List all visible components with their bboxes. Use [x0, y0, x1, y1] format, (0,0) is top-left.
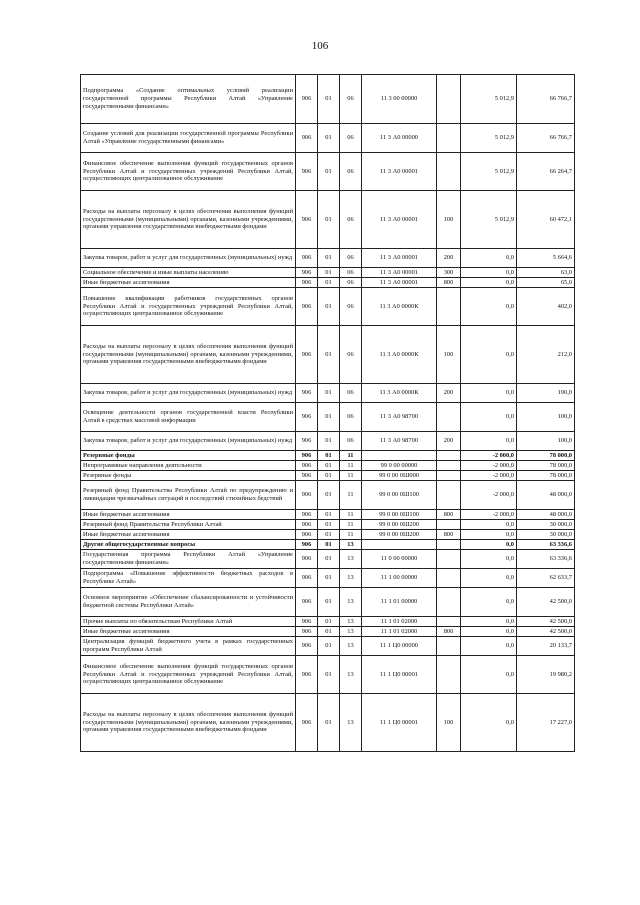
row-total-amount: 100,0 — [517, 432, 575, 451]
row-subsection-code: 11 — [340, 510, 362, 520]
row-expense-type — [437, 75, 461, 124]
row-total-amount: 42 500,0 — [517, 617, 575, 627]
row-total-amount: 42 500,0 — [517, 588, 575, 617]
table-row — [81, 124, 575, 153]
row-change-amount: 0,0 — [461, 694, 517, 752]
row-subsection-code: 06 — [340, 249, 362, 268]
row-target-article: 11 3 А0 0000К — [362, 326, 437, 384]
row-description: Социальное обеспечение и иные выплаты населению — [81, 268, 296, 278]
row-total-amount: 66 264,7 — [517, 153, 575, 191]
row-description: Резервный фонд Правительства Республики Алтай по предупреждению и ликвидации чрезвычайных ситуаций и последствий стихийных бедствий — [81, 481, 296, 510]
row-total-amount: 62 633,7 — [517, 569, 575, 588]
row-target-article: 99 0 00 0Ш100 — [362, 510, 437, 520]
row-description: Закупка товаров, работ и услуг для государственных (муниципальных) нужд — [81, 249, 296, 268]
row-target-article: 99 0 00 0Ш100 — [362, 481, 437, 510]
row-ministry-code: 906 — [296, 268, 318, 278]
row-ministry-code: 906 — [296, 471, 318, 481]
row-description: Подпрограмма «Повышение эффективности бюджетных расходов в Республике Алтай» — [81, 569, 296, 588]
row-section-code: 01 — [318, 588, 340, 617]
row-expense-type: 100 — [437, 191, 461, 249]
row-target-article: 11 3 А0 00001 — [362, 278, 437, 288]
table-row — [81, 627, 575, 637]
table-row — [81, 694, 575, 752]
row-description: Основное мероприятие «Обеспечение сбалансированности и устойчивости бюджетной системы Республики Алтай» — [81, 588, 296, 617]
row-subsection-code: 06 — [340, 278, 362, 288]
row-section-code: 01 — [318, 540, 340, 550]
row-expense-type: 200 — [437, 249, 461, 268]
row-subsection-code: 06 — [340, 191, 362, 249]
row-change-amount: -2 000,0 — [461, 481, 517, 510]
row-change-amount: 0,0 — [461, 550, 517, 569]
row-total-amount: 42 500,0 — [517, 627, 575, 637]
row-change-amount: 0,0 — [461, 627, 517, 637]
row-expense-type: 800 — [437, 278, 461, 288]
row-section-code: 01 — [318, 278, 340, 288]
table-row — [81, 326, 575, 384]
row-total-amount: 78 000,0 — [517, 451, 575, 461]
row-section-code: 01 — [318, 530, 340, 540]
row-ministry-code: 906 — [296, 384, 318, 403]
row-target-article: 11 3 А0 0000К — [362, 384, 437, 403]
row-target-article: 11 1 01 02000 — [362, 627, 437, 637]
row-expense-type: 200 — [437, 384, 461, 403]
row-ministry-code: 906 — [296, 75, 318, 124]
row-change-amount: 0,0 — [461, 249, 517, 268]
table-row — [81, 656, 575, 694]
row-description: Расходы на выплаты персоналу в целях обеспечения выполнения функций государственными (муниципальными) органами, казенными учреждениями, органами управления государственными внебюджетными фондами — [81, 326, 296, 384]
row-description: Финансовое обеспечение выполнения функций государственных органов Республики Алтай и государственных учреждений Республики Алтай, осуществляющих централизованное обслуживание — [81, 153, 296, 191]
row-ministry-code: 906 — [296, 694, 318, 752]
row-total-amount: 190,0 — [517, 384, 575, 403]
row-section-code: 01 — [318, 471, 340, 481]
row-expense-type — [437, 569, 461, 588]
row-section-code: 01 — [318, 481, 340, 510]
row-target-article: 11 3 А0 98700 — [362, 403, 437, 432]
row-target-article: 11 3 00 00000 — [362, 75, 437, 124]
row-expense-type — [437, 617, 461, 627]
row-section-code: 01 — [318, 403, 340, 432]
table-row — [81, 510, 575, 520]
row-total-amount: 100,0 — [517, 403, 575, 432]
row-total-amount: 20 133,7 — [517, 637, 575, 656]
page-number: 106 — [311, 40, 329, 52]
row-target-article: 11 1 00 00000 — [362, 569, 437, 588]
row-ministry-code: 906 — [296, 530, 318, 540]
table-row — [81, 384, 575, 403]
row-expense-type — [437, 520, 461, 530]
row-expense-type — [437, 656, 461, 694]
row-change-amount: 5 012,9 — [461, 191, 517, 249]
row-change-amount: 0,0 — [461, 588, 517, 617]
row-change-amount: 0,0 — [461, 540, 517, 550]
row-description: Иные бюджетные ассигнования — [81, 510, 296, 520]
row-expense-type — [437, 588, 461, 617]
row-target-article: 99 0 00 0Ш000 — [362, 471, 437, 481]
table-row — [81, 520, 575, 530]
row-subsection-code: 06 — [340, 326, 362, 384]
row-target-article: 11 1 Ц0 00001 — [362, 694, 437, 752]
row-change-amount: -2 000,0 — [461, 451, 517, 461]
row-expense-type — [437, 451, 461, 461]
row-change-amount: -2 000,0 — [461, 510, 517, 520]
row-total-amount: 402,0 — [517, 288, 575, 326]
row-total-amount: 78 000,0 — [517, 461, 575, 471]
row-target-article: 11 1 Ц0 00001 — [362, 656, 437, 694]
row-change-amount: 0,0 — [461, 384, 517, 403]
row-expense-type — [437, 637, 461, 656]
table-row — [81, 278, 575, 288]
row-section-code: 01 — [318, 384, 340, 403]
row-section-code: 01 — [318, 627, 340, 637]
row-ministry-code: 906 — [296, 278, 318, 288]
row-change-amount: 0,0 — [461, 288, 517, 326]
row-description: Финансовое обеспечение выполнения функций государственных органов Республики Алтай и государственных учреждений Республики Алтай, осуществляющих централизованное обслуживание — [81, 656, 296, 694]
row-description: Подпрограмма «Создание оптимальных условий реализации государственной программы Республики Алтай «Управление государственными финансами» — [81, 75, 296, 124]
row-ministry-code: 906 — [296, 617, 318, 627]
row-section-code: 01 — [318, 268, 340, 278]
row-change-amount: 0,0 — [461, 432, 517, 451]
row-ministry-code: 906 — [296, 191, 318, 249]
row-section-code: 01 — [318, 191, 340, 249]
row-change-amount: 0,0 — [461, 569, 517, 588]
row-ministry-code: 906 — [296, 432, 318, 451]
row-target-article: 11 3 А0 00000 — [362, 124, 437, 153]
row-target-article: 11 1 01 00000 — [362, 588, 437, 617]
row-target-article: 11 3 А0 00001 — [362, 249, 437, 268]
row-subsection-code: 06 — [340, 75, 362, 124]
row-ministry-code: 906 — [296, 627, 318, 637]
row-subsection-code: 11 — [340, 471, 362, 481]
row-total-amount: 5 664,6 — [517, 249, 575, 268]
table-row — [81, 550, 575, 569]
row-total-amount: 212,0 — [517, 326, 575, 384]
row-total-amount: 63 336,6 — [517, 540, 575, 550]
row-expense-type — [437, 540, 461, 550]
row-change-amount: -2 000,0 — [461, 461, 517, 471]
table-row — [81, 403, 575, 432]
row-expense-type — [437, 481, 461, 510]
row-subsection-code: 13 — [340, 588, 362, 617]
row-section-code: 01 — [318, 288, 340, 326]
row-total-amount: 60 472,1 — [517, 191, 575, 249]
table-row — [81, 540, 575, 550]
row-section-code: 01 — [318, 432, 340, 451]
row-expense-type — [437, 403, 461, 432]
row-ministry-code: 906 — [296, 510, 318, 520]
row-total-amount: 65,0 — [517, 278, 575, 288]
row-expense-type — [437, 153, 461, 191]
row-ministry-code: 906 — [296, 451, 318, 461]
row-target-article: 11 3 А0 00001 — [362, 153, 437, 191]
row-target-article: 11 3 А0 00001 — [362, 268, 437, 278]
row-description: Расходы на выплаты персоналу в целях обеспечения выполнения функций государственными (муниципальными) органами, казенными учреждениями, органами управления государственными внебюджетными фондами — [81, 694, 296, 752]
row-change-amount: 0,0 — [461, 637, 517, 656]
row-ministry-code: 906 — [296, 550, 318, 569]
row-description: Создание условий для реализации государственной программы Республики Алтай «Управление государственными финансами» — [81, 124, 296, 153]
row-ministry-code: 906 — [296, 461, 318, 471]
row-section-code: 01 — [318, 75, 340, 124]
row-description: Непрограммные направления деятельности — [81, 461, 296, 471]
row-expense-type: 800 — [437, 627, 461, 637]
row-subsection-code: 11 — [340, 461, 362, 471]
row-target-article — [362, 451, 437, 461]
row-ministry-code: 906 — [296, 520, 318, 530]
row-section-code: 01 — [318, 451, 340, 461]
row-description: Резервные фонды — [81, 471, 296, 481]
row-section-code: 01 — [318, 153, 340, 191]
budget-table — [80, 74, 575, 752]
row-section-code: 01 — [318, 637, 340, 656]
table-row — [81, 617, 575, 627]
row-total-amount: 78 000,0 — [517, 471, 575, 481]
row-ministry-code: 906 — [296, 481, 318, 510]
row-subsection-code: 13 — [340, 694, 362, 752]
row-change-amount: 0,0 — [461, 656, 517, 694]
row-subsection-code: 11 — [340, 530, 362, 540]
row-ministry-code: 906 — [296, 403, 318, 432]
row-target-article: 11 1 01 02000 — [362, 617, 437, 627]
row-subsection-code: 13 — [340, 637, 362, 656]
row-description: Расходы на выплаты персоналу в целях обеспечения выполнения функций государственными (муниципальными) органами, казенными учреждениями, органами управления государственными внебюджетными фондами — [81, 191, 296, 249]
row-section-code: 01 — [318, 520, 340, 530]
row-description: Централизация функций бюджетного учета в рамках государственных программ Республики Алтай — [81, 637, 296, 656]
row-change-amount: 5 012,9 — [461, 124, 517, 153]
table-row — [81, 249, 575, 268]
row-description: Повышение квалификации работников государственных органов Республики Алтай и государственных учреждений Республики Алтай, осуществляющих централизованное обслуживание — [81, 288, 296, 326]
row-section-code: 01 — [318, 124, 340, 153]
row-description: Иные бюджетные ассигнования — [81, 627, 296, 637]
table-row — [81, 75, 575, 124]
row-change-amount: 0,0 — [461, 403, 517, 432]
row-section-code: 01 — [318, 461, 340, 471]
row-total-amount: 66 766,7 — [517, 75, 575, 124]
row-change-amount: 0,0 — [461, 326, 517, 384]
row-change-amount: -2 000,0 — [461, 471, 517, 481]
table-row — [81, 432, 575, 451]
row-ministry-code: 906 — [296, 656, 318, 694]
row-subsection-code: 11 — [340, 520, 362, 530]
row-subsection-code: 06 — [340, 124, 362, 153]
row-description: Резервный фонд Правительства Республики Алтай — [81, 520, 296, 530]
row-ministry-code: 906 — [296, 288, 318, 326]
row-target-article: 11 0 00 00000 — [362, 550, 437, 569]
row-expense-type: 100 — [437, 326, 461, 384]
row-description: Освещение деятельности органов государственной власти Республики Алтай в средствах массовой информации — [81, 403, 296, 432]
row-subsection-code: 06 — [340, 384, 362, 403]
row-subsection-code: 06 — [340, 432, 362, 451]
row-section-code: 01 — [318, 694, 340, 752]
row-ministry-code: 906 — [296, 153, 318, 191]
table-row — [81, 288, 575, 326]
row-ministry-code: 906 — [296, 249, 318, 268]
row-expense-type — [437, 461, 461, 471]
row-subsection-code: 13 — [340, 617, 362, 627]
row-expense-type — [437, 124, 461, 153]
row-section-code: 01 — [318, 656, 340, 694]
row-description: Другие общегосударственные вопросы — [81, 540, 296, 550]
row-total-amount: 48 000,0 — [517, 481, 575, 510]
row-description: Закупка товаров, работ и услуг для государственных (муниципальных) нужд — [81, 384, 296, 403]
row-ministry-code: 906 — [296, 569, 318, 588]
table-row — [81, 588, 575, 617]
row-target-article: 11 3 А0 0000К — [362, 288, 437, 326]
row-description: Закупка товаров, работ и услуг для государственных (муниципальных) нужд — [81, 432, 296, 451]
row-subsection-code: 13 — [340, 656, 362, 694]
row-total-amount: 63 336,6 — [517, 550, 575, 569]
row-description: Резервные фонды — [81, 451, 296, 461]
row-target-article: 11 1 Ц0 00000 — [362, 637, 437, 656]
row-change-amount: 0,0 — [461, 268, 517, 278]
row-subsection-code: 06 — [340, 153, 362, 191]
row-target-article: 99 0 00 0Ш200 — [362, 530, 437, 540]
row-subsection-code: 11 — [340, 481, 362, 510]
table-row — [81, 530, 575, 540]
table-row — [81, 191, 575, 249]
row-expense-type: 800 — [437, 530, 461, 540]
row-ministry-code: 906 — [296, 588, 318, 617]
table-row — [81, 153, 575, 191]
row-ministry-code: 906 — [296, 326, 318, 384]
row-total-amount: 66 766,7 — [517, 124, 575, 153]
row-change-amount: 5 012,9 — [461, 153, 517, 191]
row-expense-type: 200 — [437, 432, 461, 451]
row-total-amount: 48 000,0 — [517, 510, 575, 520]
row-description: Иные бюджетные ассигнования — [81, 278, 296, 288]
row-description: Прочие выплаты по обязательствам Республики Алтай — [81, 617, 296, 627]
row-total-amount: 19 980,2 — [517, 656, 575, 694]
row-subsection-code: 13 — [340, 550, 362, 569]
row-expense-type — [437, 288, 461, 326]
table-row — [81, 637, 575, 656]
row-ministry-code: 906 — [296, 540, 318, 550]
row-ministry-code: 906 — [296, 637, 318, 656]
row-section-code: 01 — [318, 569, 340, 588]
row-target-article: 99 0 00 00000 — [362, 461, 437, 471]
row-expense-type: 100 — [437, 694, 461, 752]
row-target-article — [362, 540, 437, 550]
row-section-code: 01 — [318, 550, 340, 569]
row-subsection-code: 11 — [340, 451, 362, 461]
row-target-article: 11 3 А0 98700 — [362, 432, 437, 451]
row-description: Государственная программа Республики Алтай «Управление государственными финансами» — [81, 550, 296, 569]
row-total-amount: 17 227,0 — [517, 694, 575, 752]
row-expense-type: 300 — [437, 268, 461, 278]
row-total-amount: 30 000,0 — [517, 530, 575, 540]
table-row — [81, 461, 575, 471]
table-row — [81, 481, 575, 510]
row-change-amount: 0,0 — [461, 617, 517, 627]
row-section-code: 01 — [318, 617, 340, 627]
row-subsection-code: 13 — [340, 540, 362, 550]
table-row — [81, 569, 575, 588]
row-total-amount: 63,0 — [517, 268, 575, 278]
row-total-amount: 30 000,0 — [517, 520, 575, 530]
row-subsection-code: 06 — [340, 288, 362, 326]
row-subsection-code: 13 — [340, 569, 362, 588]
row-expense-type — [437, 471, 461, 481]
row-change-amount: 5 012,9 — [461, 75, 517, 124]
row-section-code: 01 — [318, 510, 340, 520]
row-subsection-code: 06 — [340, 268, 362, 278]
row-section-code: 01 — [318, 249, 340, 268]
row-target-article: 99 0 00 0Ш200 — [362, 520, 437, 530]
row-expense-type — [437, 550, 461, 569]
table-row — [81, 268, 575, 278]
row-change-amount: 0,0 — [461, 520, 517, 530]
row-description: Иные бюджетные ассигнования — [81, 530, 296, 540]
row-expense-type: 800 — [437, 510, 461, 520]
row-target-article: 11 3 А0 00001 — [362, 191, 437, 249]
table-row — [81, 471, 575, 481]
row-subsection-code: 06 — [340, 403, 362, 432]
table-row — [81, 451, 575, 461]
row-change-amount: 0,0 — [461, 278, 517, 288]
row-subsection-code: 13 — [340, 627, 362, 637]
row-change-amount: 0,0 — [461, 530, 517, 540]
row-section-code: 01 — [318, 326, 340, 384]
row-ministry-code: 906 — [296, 124, 318, 153]
